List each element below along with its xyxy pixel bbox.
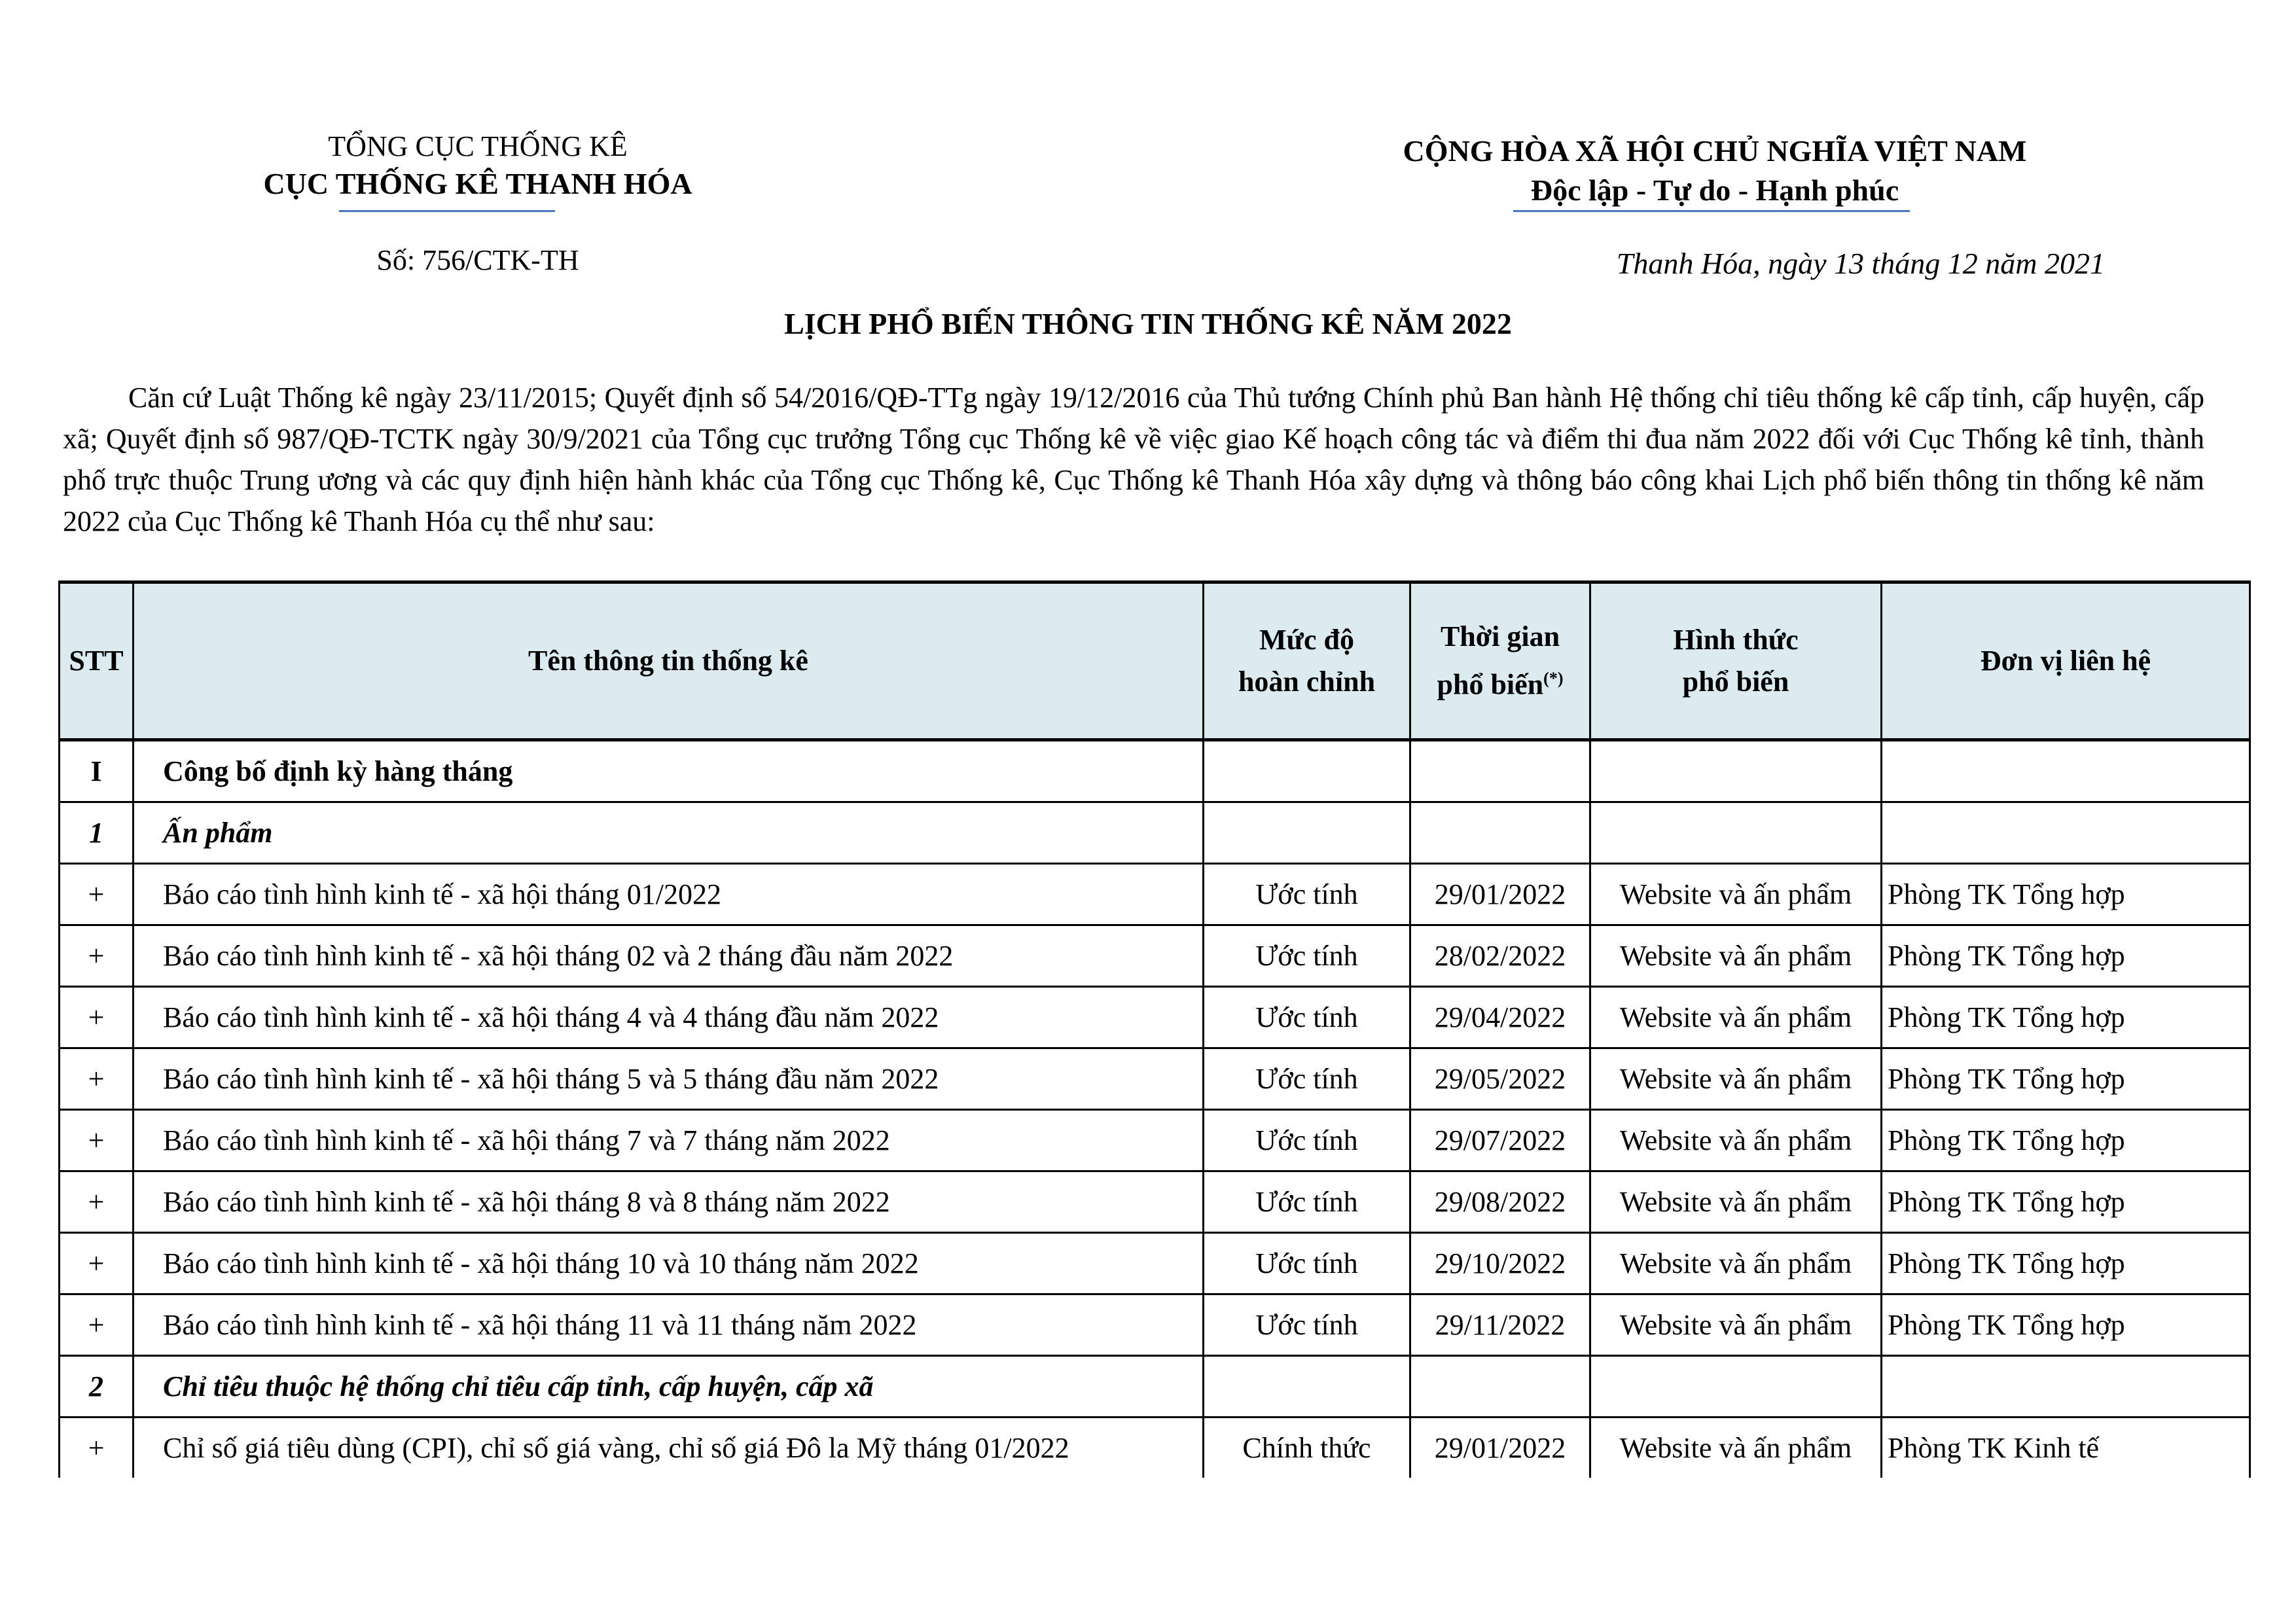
- cell-name: Báo cáo tình hình kinh tế - xã hội tháng 11 và 11 tháng năm 2022: [134, 1294, 1204, 1356]
- cell-level: Ước tính: [1204, 864, 1410, 925]
- cell-name: Báo cáo tình hình kinh tế - xã hội tháng 7 và 7 tháng năm 2022: [134, 1110, 1204, 1171]
- schedule-table: [58, 580, 2251, 1478]
- cell-name: Báo cáo tình hình kinh tế - xã hội tháng 4 và 4 tháng đầu năm 2022: [134, 987, 1204, 1048]
- header-form-line1: Hình thức: [1673, 624, 1799, 656]
- cell-name: Công bố định kỳ hàng tháng: [134, 740, 1204, 802]
- table-row: [60, 740, 2250, 802]
- header-name: Tên thông tin thống kê: [134, 582, 1204, 740]
- cell-time: 28/02/2022: [1410, 925, 1590, 987]
- agency-parent: TỔNG CỤC THỐNG KÊ: [328, 130, 628, 162]
- cell-level: Ước tính: [1204, 1110, 1410, 1171]
- cell-stt: 2: [60, 1356, 134, 1418]
- table-row: [60, 987, 2250, 1048]
- cell-contact: [1882, 802, 2250, 864]
- cell-name: Báo cáo tình hình kinh tế - xã hội tháng 01/2022: [134, 864, 1204, 925]
- cell-contact: [1882, 740, 2250, 802]
- cell-stt: +: [60, 1233, 134, 1294]
- cell-time: 29/01/2022: [1410, 1418, 1590, 1478]
- document-number: Số: 756/CTK-TH: [376, 244, 579, 276]
- cell-time: [1410, 1356, 1590, 1418]
- cell-time: 29/07/2022: [1410, 1110, 1590, 1171]
- cell-contact: Phòng TK Kinh tế: [1882, 1418, 2250, 1478]
- cell-form: Website và ấn phẩm: [1590, 987, 1882, 1048]
- cell-form: [1590, 802, 1882, 864]
- cell-time: 29/05/2022: [1410, 1048, 1590, 1110]
- cell-level: [1204, 740, 1410, 802]
- cell-contact: Phòng TK Tổng hợp: [1882, 1233, 2250, 1294]
- country-name: CỘNG HÒA XÃ HỘI CHỦ NGHĨA VIỆT NAM: [1403, 134, 2027, 168]
- cell-name: Báo cáo tình hình kinh tế - xã hội tháng 10 và 10 tháng năm 2022: [134, 1233, 1204, 1294]
- table-row: [60, 1233, 2250, 1294]
- cell-time: [1410, 740, 1590, 802]
- cell-stt: +: [60, 864, 134, 925]
- cell-contact: [1882, 1356, 2250, 1418]
- cell-contact: Phòng TK Tổng hợp: [1882, 864, 2250, 925]
- cell-time: 29/08/2022: [1410, 1171, 1590, 1233]
- cell-level: [1204, 802, 1410, 864]
- cell-level: Ước tính: [1204, 1233, 1410, 1294]
- table-row: [60, 1294, 2250, 1356]
- header-time: [1410, 582, 1590, 740]
- table-row: [60, 1356, 2250, 1418]
- cell-form: Website và ấn phẩm: [1590, 1294, 1882, 1356]
- cell-form: Website và ấn phẩm: [1590, 864, 1882, 925]
- cell-stt: +: [60, 925, 134, 987]
- table-row: [60, 864, 2250, 925]
- cell-contact: Phòng TK Tổng hợp: [1882, 987, 2250, 1048]
- cell-time: [1410, 802, 1590, 864]
- table-header-row: [60, 582, 2250, 740]
- header-time-line2: phổ biến: [1437, 668, 1544, 701]
- header-level-line1: Mức độ: [1259, 624, 1354, 656]
- cell-form: Website và ấn phẩm: [1590, 1110, 1882, 1171]
- cell-stt: +: [60, 1110, 134, 1171]
- header-form-line2: phổ biến: [1682, 666, 1789, 698]
- intro-paragraph: Căn cứ Luật Thống kê ngày 23/11/2015; Quyết định số 54/2016/QĐ-TTg ngày 19/12/2016 của Thủ tướng Chính phủ Ban hành Hệ thống chỉ tiêu thống kê cấp tỉnh, cấp huyện, cấp xã; Quyết định số 987/QĐ-TCTK ngày 30/9/2021 của Tổng cục trưởng Tổng cục Thống kê về việc giao Kế hoạch công tác và điểm thi đua năm 2022 đối với Cục Thống kê tỉnh, thành phố trực thuộc Trung ương và các quy định hiện hành khác của Tổng cục Thống kê, Cục Thống kê Thanh Hóa xây dựng và thông báo công khai Lịch phổ biến thông tin thống kê năm 2022 của Cục Thống kê Thanh Hóa cụ thể như sau:: [63, 382, 2204, 537]
- cell-time: 29/10/2022: [1410, 1233, 1590, 1294]
- table-row: [60, 1418, 2250, 1478]
- cell-contact: Phòng TK Tổng hợp: [1882, 925, 2250, 987]
- cell-time: 29/11/2022: [1410, 1294, 1590, 1356]
- cell-name: Báo cáo tình hình kinh tế - xã hội tháng 8 và 8 tháng năm 2022: [134, 1171, 1204, 1233]
- table-row: [60, 1048, 2250, 1110]
- cell-stt: +: [60, 987, 134, 1048]
- cell-stt: +: [60, 1048, 134, 1110]
- cell-form: Website và ấn phẩm: [1590, 1171, 1882, 1233]
- cell-contact: Phòng TK Tổng hợp: [1882, 1171, 2250, 1233]
- cell-stt: +: [60, 1171, 134, 1233]
- cell-form: [1590, 740, 1882, 802]
- cell-level: Ước tính: [1204, 925, 1410, 987]
- header-time-note: (*): [1543, 669, 1564, 688]
- cell-level: [1204, 1356, 1410, 1418]
- table-row: [60, 1110, 2250, 1171]
- cell-level: Ước tính: [1204, 1171, 1410, 1233]
- cell-name: Báo cáo tình hình kinh tế - xã hội tháng 5 và 5 tháng đầu năm 2022: [134, 1048, 1204, 1110]
- cell-level: Chính thức: [1204, 1418, 1410, 1478]
- table-row: [60, 1171, 2250, 1233]
- cell-form: [1590, 1356, 1882, 1418]
- cell-name: Ấn phẩm: [134, 802, 1204, 864]
- cell-form: Website và ấn phẩm: [1590, 1418, 1882, 1478]
- cell-stt: +: [60, 1294, 134, 1356]
- header-time-line1: Thời gian: [1440, 620, 1560, 653]
- place-date: Thanh Hóa, ngày 13 tháng 12 năm 2021: [1616, 247, 2105, 280]
- table-row: [60, 925, 2250, 987]
- agency-name: CỤC THỐNG KÊ THANH HÓA: [263, 167, 692, 200]
- cell-stt: 1: [60, 802, 134, 864]
- document-title: LỊCH PHỔ BIẾN THÔNG TIN THỐNG KÊ NĂM 2022: [784, 307, 1512, 340]
- header-form: [1590, 582, 1882, 740]
- cell-level: Ước tính: [1204, 1294, 1410, 1356]
- header-level: [1204, 582, 1410, 740]
- cell-name: Chỉ tiêu thuộc hệ thống chỉ tiêu cấp tỉnh, cấp huyện, cấp xã: [134, 1356, 1204, 1418]
- header-stt: STT: [60, 582, 134, 740]
- cell-level: Ước tính: [1204, 987, 1410, 1048]
- cell-stt: I: [60, 740, 134, 802]
- header-level-line2: hoàn chỉnh: [1238, 666, 1376, 698]
- cell-time: 29/01/2022: [1410, 864, 1590, 925]
- agency-underline: [339, 210, 555, 212]
- table-row: [60, 802, 2250, 864]
- cell-contact: Phòng TK Tổng hợp: [1882, 1048, 2250, 1110]
- cell-contact: Phòng TK Tổng hợp: [1882, 1294, 2250, 1356]
- motto: Độc lập - Tự do - Hạnh phúc: [1530, 173, 1899, 207]
- cell-form: Website và ấn phẩm: [1590, 1048, 1882, 1110]
- cell-name: Chỉ số giá tiêu dùng (CPI), chỉ số giá vàng, chỉ số giá Đô la Mỹ tháng 01/2022: [134, 1418, 1204, 1478]
- cell-level: Ước tính: [1204, 1048, 1410, 1110]
- cell-contact: Phòng TK Tổng hợp: [1882, 1110, 2250, 1171]
- cell-form: Website và ấn phẩm: [1590, 925, 1882, 987]
- cell-form: Website và ấn phẩm: [1590, 1233, 1882, 1294]
- motto-underline: [1513, 210, 1910, 212]
- cell-time: 29/04/2022: [1410, 987, 1590, 1048]
- cell-stt: +: [60, 1418, 134, 1478]
- header-contact: Đơn vị liên hệ: [1882, 582, 2250, 740]
- cell-name: Báo cáo tình hình kinh tế - xã hội tháng 02 và 2 tháng đầu năm 2022: [134, 925, 1204, 987]
